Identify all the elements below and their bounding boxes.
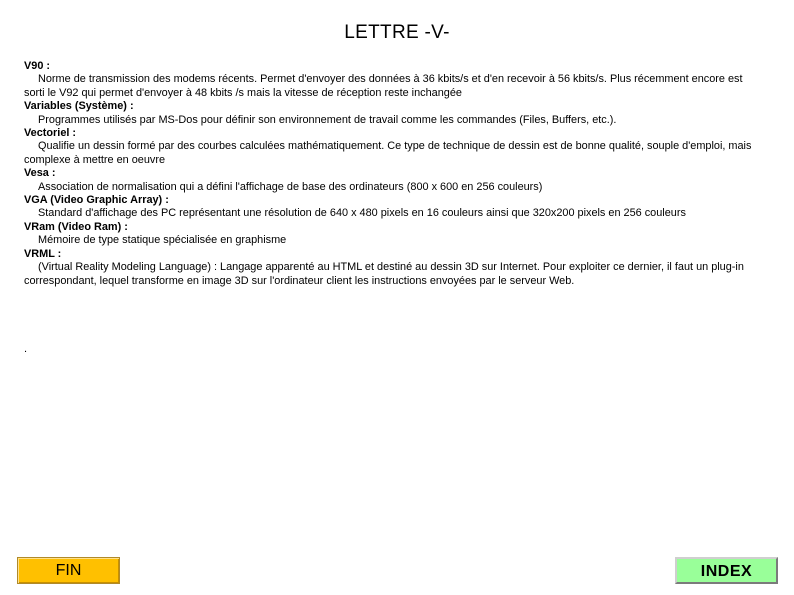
term: VGA (Video Graphic Array) : (24, 194, 169, 207)
index-button[interactable]: INDEX (675, 557, 778, 584)
term: VRam (Video Ram) : (24, 220, 128, 233)
glossary-entry-vrml (24, 248, 766, 288)
fin-button[interactable]: FIN (17, 557, 120, 584)
term: Vectoriel : (24, 127, 77, 140)
term: V90 : (24, 60, 51, 72)
glossary-entry-vectoriel (24, 127, 766, 167)
glossary-entry-vesa (24, 167, 766, 194)
definition: Norme de transmission des modems récents. Permet d'envoyer des données à 36 kbits/s et d'en recevoir à 56 kbits/s. Plus récemment encore est sorti le V92 qui permet d'envoyer à 48 kbits /s mais la vitesse de réception reste inchangée (24, 73, 743, 99)
definition: Standard d'affichage des PC représentant une résolution de 640 x 480 pixels en 16 couleurs ainsi que 320x200 pixels en 256 couleurs (38, 207, 686, 220)
term: Variables (Système) : (24, 100, 134, 113)
page-title: LETTRE -V- (344, 22, 450, 43)
glossary-entry-v90 (24, 60, 766, 100)
definition: Mémoire de type statique spécialisée en graphisme (38, 234, 287, 247)
definition: Qualifie un dessin formé par des courbes calculées mathématiquement. Ce type de technique de dessin est de bonne qualité, souple d'emploi, mais complexe à mettre en oeuvre (24, 140, 752, 166)
glossary-entry-vga (24, 194, 766, 221)
glossary-list (24, 60, 766, 288)
definition: Programmes utilisés par MS-Dos pour définir son environnement de travail comme les commandes (Files, Buffers, etc.). (38, 113, 617, 126)
glossary-entry-variables-systeme (24, 100, 766, 127)
definition: (Virtual Reality Modeling Language) : Langage apparenté au HTML et destiné au dessin 3D sur Internet. Pour exploiter ce dernier, il faut un plug-in correspondant, lequel transforme en image 3D sur l'ordinateur client les instructions envoyées par le serveur Web. (24, 261, 744, 287)
term: Vesa : (24, 167, 56, 180)
glossary-entry-vram (24, 221, 766, 248)
trailing-dot: . (24, 343, 28, 355)
term: VRML : (24, 247, 62, 260)
definition: Association de normalisation qui a défini l'affichage de base des ordinateurs (800 x 600 en 256 couleurs) (38, 180, 543, 193)
